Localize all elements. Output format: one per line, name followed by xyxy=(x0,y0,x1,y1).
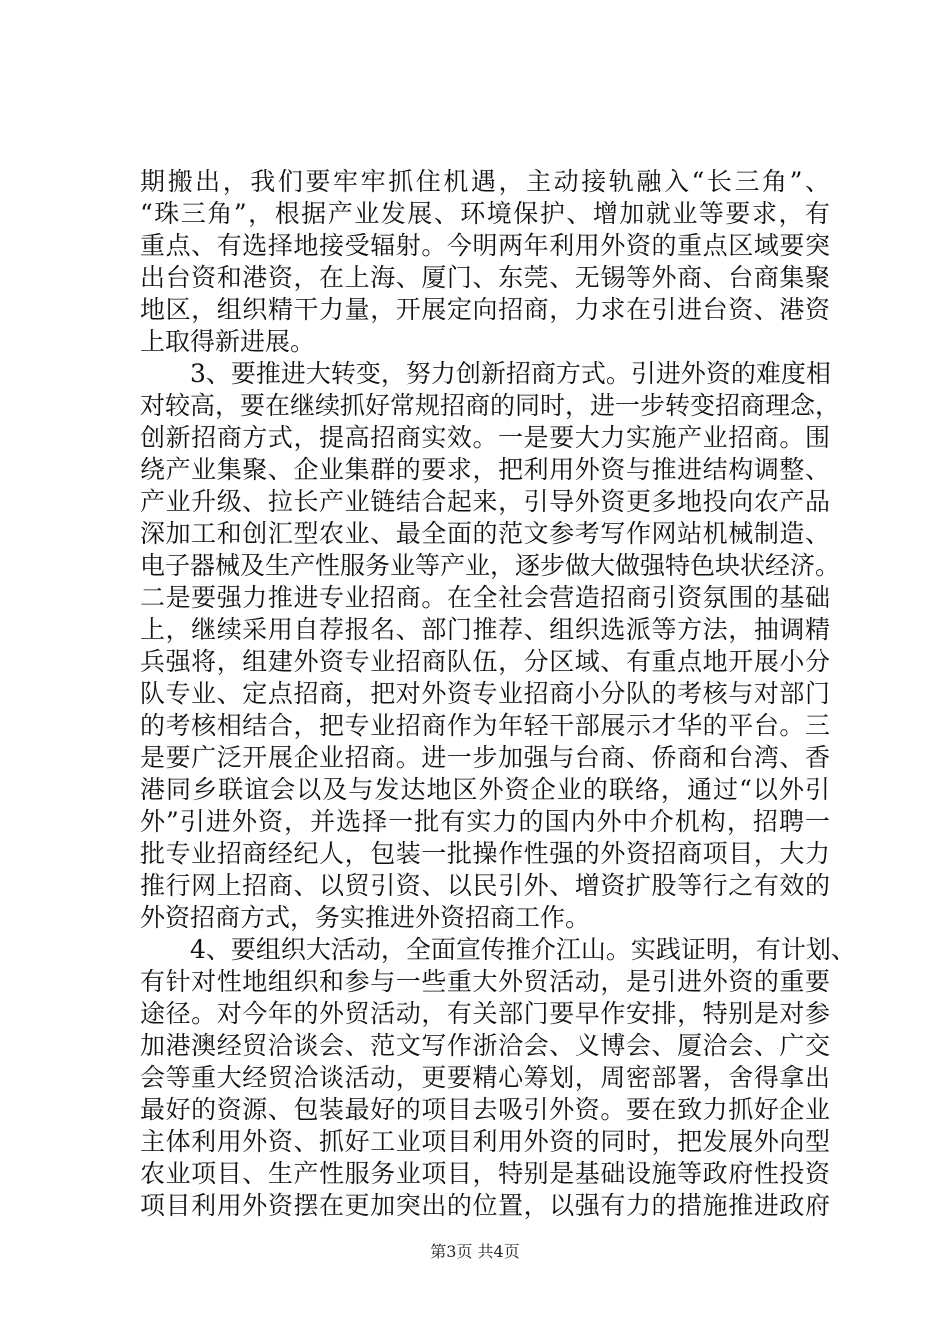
text-line: 的考核相结合，把专业招商作为年轻干部展示才华的平台。三 xyxy=(140,711,830,740)
text-line: 期搬出，我们要牢牢抓住机遇，主动接轨融入“长三角”、 xyxy=(140,167,830,196)
text-line: 上，继续采用自荐报名、部门推荐、组织选派等方法，抽调精 xyxy=(140,615,830,644)
text-line: 电子器械及生产性服务业等产业，逐步做大做强特色块状经济。 xyxy=(140,551,841,580)
text-line: 主体利用外资、抓好工业项目利用外资的同时，把发展外向型 xyxy=(140,1127,830,1156)
text-line: 项目利用外资摆在更加突出的位置，以强有力的措施推进政府 xyxy=(140,1191,830,1220)
text-line: 上取得新进展。 xyxy=(140,327,316,356)
text-line: 港同乡联谊会以及与发达地区外资企业的联络，通过“以外引 xyxy=(140,775,830,804)
text-line: 是要广泛开展企业招商。进一步加强与台商、侨商和台湾、香 xyxy=(140,743,830,772)
body-text xyxy=(140,166,856,1222)
text-line: 地区，组织精干力量，开展定向招商，力求在引进台资、港资 xyxy=(140,295,830,324)
text-line: 推行网上招商、以贸引资、以民引外、增资扩股等行之有效的 xyxy=(140,871,830,900)
text-line: 深加工和创汇型农业、最全面的范文参考写作网站机械制造、 xyxy=(140,519,830,548)
text-line: 有针对性地组织和参与一些重大外贸活动，是引进外资的重要 xyxy=(140,967,830,996)
text-line: 产业升级、拉长产业链结合起来，引导外资更多地投向农产品 xyxy=(140,487,830,516)
text-line: 队专业、定点招商，把对外资专业招商小分队的考核与对部门 xyxy=(140,679,830,708)
text-line: 二是要强力推进专业招商。在全社会营造招商引资氛围的基础 xyxy=(140,583,830,612)
page-footer: 第3页 共4页 xyxy=(430,1242,520,1261)
text-line: 创新招商方式，提高招商实效。一是要大力实施产业招商。围 xyxy=(140,423,830,452)
text-line: 兵强将，组建外资专业招商队伍，分区域、有重点地开展小分 xyxy=(140,647,830,676)
text-line: 对较高，要在继续抓好常规招商的同时，进一步转变招商理念， xyxy=(140,391,841,420)
text-line: 外资招商方式，务实推进外资招商工作。 xyxy=(140,903,591,932)
text-line: 会等重大经贸洽谈活动，更要精心筹划，周密部署，舍得拿出 xyxy=(140,1063,830,1092)
text-line: 加港澳经贸洽谈会、范文写作浙洽会、义博会、厦洽会、广交 xyxy=(140,1031,830,1060)
text-line: 重点、有选择地接受辐射。今明两年利用外资的重点区域要突 xyxy=(140,231,830,260)
text-line: “珠三角”，根据产业发展、环境保护、增加就业等要求，有 xyxy=(140,199,830,228)
text-line: 3、要推进大转变，努力创新招商方式。引进外资的难度相 xyxy=(140,359,831,388)
text-line: 最好的资源、包装最好的项目去吸引外资。要在致力抓好企业 xyxy=(140,1095,830,1124)
text-line: 途径。对今年的外贸活动，有关部门要早作安排，特别是对参 xyxy=(140,999,830,1028)
text-line: 出台资和港资，在上海、厦门、东莞、无锡等外商、台商集聚 xyxy=(140,263,830,292)
text-line: 绕产业集聚、企业集群的要求，把利用外资与推进结构调整、 xyxy=(140,455,830,484)
text-line: 农业项目、生产性服务业项目，特别是基础设施等政府性投资 xyxy=(140,1159,830,1188)
text-line: 批专业招商经纪人，包装一批操作性强的外资招商项目，大力 xyxy=(140,839,830,868)
text-line: 4、要组织大活动，全面宣传推介江山。实践证明，有计划、 xyxy=(140,935,856,964)
text-line: 外”引进外资，并选择一批有实力的国内外中介机构，招聘一 xyxy=(140,807,830,836)
